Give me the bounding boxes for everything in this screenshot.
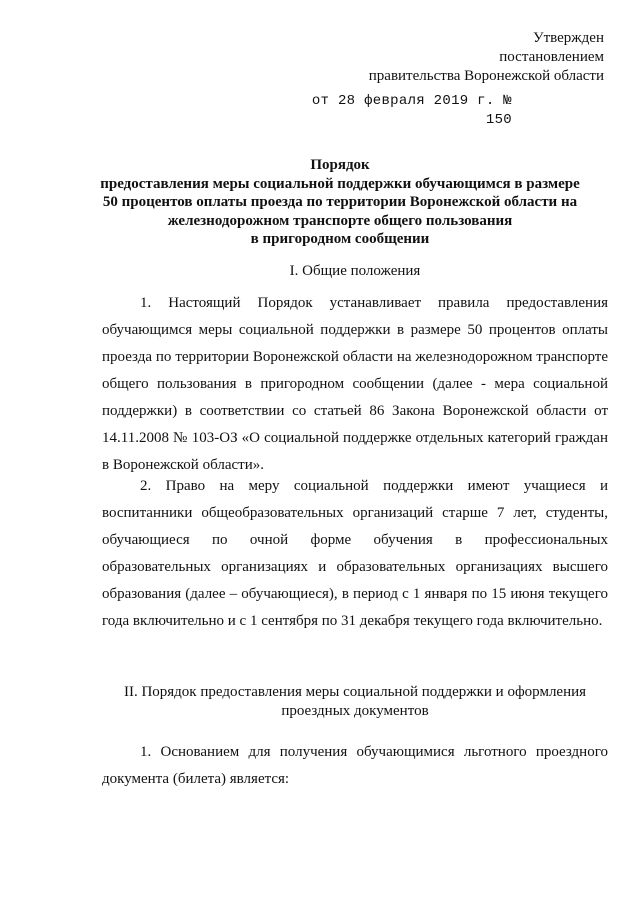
- title-line-5: в пригородном сообщении: [250, 231, 430, 247]
- approval-date-number: от 28 февраля 2019 г. № 150: [311, 93, 512, 128]
- approval-line-approved: Утвержден: [532, 30, 604, 46]
- approval-line-resolution: постановлением: [499, 49, 604, 65]
- section-2-heading-line-1: II. Порядок предоставления меры социальной поддержки и оформления: [123, 684, 587, 700]
- section-2-heading: [100, 683, 610, 721]
- title-line-3: 50 процентов оплаты проезда по территории Воронежской области на: [102, 194, 578, 210]
- approval-line-government: правительства Воронежской области: [368, 68, 604, 84]
- section-1-paragraph-2: 2. Право на меру социальной поддержки имеют учащиеся и воспитанники общеобразовательных организаций старше 7 лет, студенты, обучающиеся по очной форме обучения в профессиональных образовательных организациях и образовательных организациях высшего образования (далее – обучающиеся), в период с 1 января по 15 июня текущего года включительно и с 1 сентября по 31 декабря текущего года включительно.: [102, 478, 608, 629]
- title-line-4: железнодорожном транспорте общего пользования: [167, 212, 513, 229]
- title-line-2: предоставления меры социальной поддержки обучающимся в размере: [100, 175, 580, 192]
- section-1-paragraph-1: 1. Настоящий Порядок устанавливает правила предоставления обучающимся меры социальной поддержки в размере 50 процентов оплаты проезда по территории Воронежской области на железнодорожном транспорте общего пользования в пригородном сообщении (далее - мера социальной поддержки) в соответствии со статьей 86 Закона Воронежской области от 14.11.2008 № 103-ОЗ «О социальной поддержке отдельных категорий граждан в Воронежской области».: [102, 295, 608, 473]
- document-title: [80, 156, 600, 249]
- section-1-heading: I. Общие положения: [289, 263, 421, 279]
- section-2-heading-line-2: проездных документов: [281, 703, 429, 719]
- section-2-paragraph-1: 1. Основанием для получения обучающимися льготного проездного документа (билета) является:: [102, 744, 608, 787]
- title-line-1: Порядок: [310, 157, 370, 173]
- approval-stamp: [304, 29, 604, 130]
